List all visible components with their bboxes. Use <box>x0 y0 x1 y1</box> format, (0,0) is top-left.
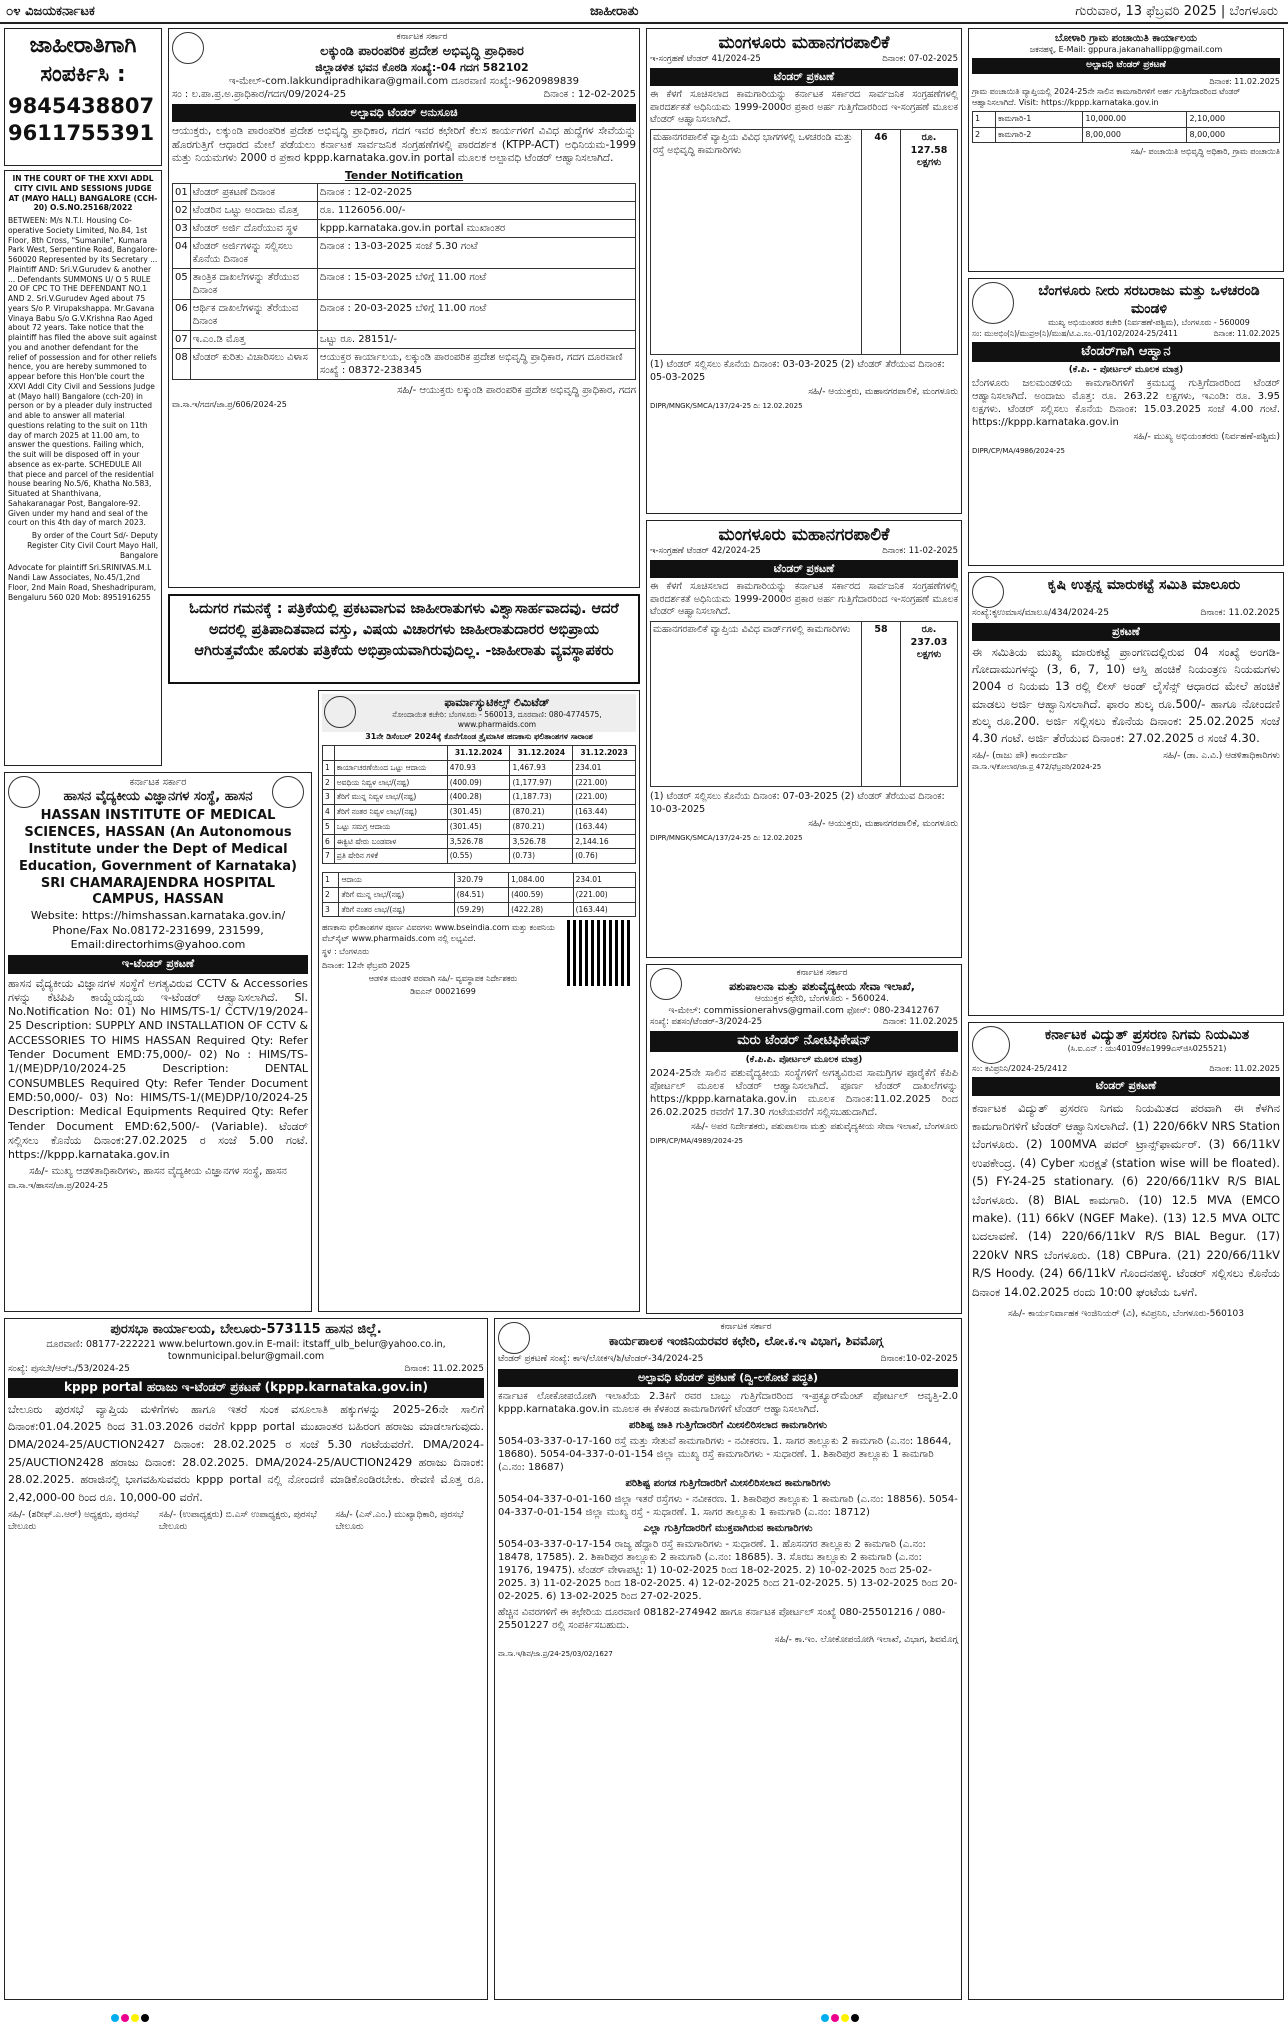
table-cell: kppp.karnataka.gov.in portal ಮುಖಾಂತರ <box>317 220 635 238</box>
pwd-ad <box>494 1318 962 2000</box>
table-cell: 7 <box>323 849 335 864</box>
bwssb-sign: ಸಹಿ/- ಮುಖ್ಯ ಅಭಿಯಂತರರು (ನಿರ್ವಹಣೆ-ಪಶ್ಚಿಮ) <box>1133 432 1280 443</box>
kptcl-title: ಕರ್ನಾಟಕ ವಿದ್ಯುತ್ ಪ್ರಸರಣ ನಿಗಮ ನಿಯಮಿತ <box>1044 1027 1250 1043</box>
ahvs-addr: ಆಯುಕ್ತರ ಕಛೇರಿ, ಬೆಂಗಳೂರು - 560024. <box>754 993 890 1004</box>
hassan-logo-icon <box>272 776 304 808</box>
pwd-ref: ಟೆಂಡರ್ ಪ್ರಕಟಣೆ ಸಂಖ್ಯೆ: ಕಾಇ/ಲೋಕಇ/ಶಿ/ಟೆಂಡರ್-34/2024-25 <box>498 1354 704 1364</box>
lakkundi-body: ಆಯುಕ್ತರು, ಲಕ್ಕುಂಡಿ ಪಾರಂಪರಿಕ ಪ್ರದೇಶ ಅಭಿವೃದ್ಧಿ ಪ್ರಾಧಿಕಾರ, ಗದಗ ಇವರ ಕಛೇರಿಗೆ ಕೆಲಸ ಕಾರ್ಯಗಳಿಗೆ ವಿವಿಧ ಹುದ್ದೆಗಳ ಸೇವೆಯನ್ನು ಹೊರಗುತ್ತಿಗೆ ಆಧಾರದ ಮೇಲೆ ಪಡೆಯಲು ಕರ್ನಾಟಕ ಸಾರ್ವಜನಿಕ ಸಂಗ್ರಹಣೆಗಳಲ್ಲಿ ಪಾರದರ್ಶಕ (KTPP-ACT) ಅಧಿನಿಯಮ-1999 ಮತ್ತು ನಿಯಮಗಳು 2000 ರ ಪ್ರಕಾರ kppp.karnataka.gov.in portal ಮೂಲಕ ಅಲ್ಪಾವಧಿ ಟೆಂಡರ್ ಆಹ್ವಾನಿಸಲಾಗಿದೆ. <box>172 125 636 165</box>
apmc-bar: ಪ್ರಕಟಣೆ <box>972 623 1280 641</box>
table-cell: ತೆರಿಗೆ ನಂತರ ನಿವ್ವಳ ಲಾಭ/(ನಷ್ಟ) <box>334 805 447 820</box>
table-cell: 2 <box>973 127 996 142</box>
gp-bar: ಅಲ್ಪಾವಧಿ ಟೆಂಡರ್ ಪ್ರಕಟಣೆ <box>972 58 1280 74</box>
table-row <box>323 834 636 849</box>
table-row <box>173 238 636 269</box>
gp-title: ಬೋಳಾರಿ ಗ್ರಾಮ ಪಂಚಾಯಿತಿ ಕಾರ್ಯಾಲಯ <box>1055 33 1197 44</box>
lakkundi-email: ಇ-ಮೇಲ್-com.lakkundipradhikara@gmail.com ದೂರವಾಣಿ ಸಂಖ್ಯೆ:-9620989839 <box>228 75 579 87</box>
table-cell: 1,467.93 <box>510 760 573 775</box>
table-cell: ತೆರಿಗೆ ಮುನ್ನ ನಿವ್ವಳ ಲಾಭ/(ನಷ್ಟ) <box>334 790 447 805</box>
belur-title: ಪುರಸಭಾ ಕಾರ್ಯಾಲಯ, ಬೇಲೂರು-573115 ಹಾಸನ ಜಿಲ್ಲೆ. <box>110 1322 382 1337</box>
pwd-s2: ಪರಿಶಿಷ್ಟ ಪಂಗಡ ಗುತ್ತಿಗೆದಾರರಿಗೆ ಮೀಸಲಿರಿಸಲಾದ ಕಾಮಗಾರಿಗಳು <box>625 1477 831 1489</box>
table-cell: ಆರ್ಥಿಕ ದಾಖಲೆಗಳನ್ನು ತೆರೆಯುವ ದಿನಾಂಕ <box>190 300 317 331</box>
gp-table <box>972 111 1280 143</box>
table-row <box>323 790 636 805</box>
table-cell: ಈಕ್ವಿಟಿ ಷೇರು ಬಂಡವಾಳ <box>334 834 447 849</box>
gp-date: ದಿನಾಂಕ: 11.02.2025 <box>1209 77 1280 87</box>
table-cell: ತೆರಿಗೆ ಮುನ್ನ ಲಾಭ/(ನಷ್ಟ) <box>339 887 454 902</box>
table-cell: 8,00,000 <box>1083 127 1187 142</box>
lakkundi-ref: ಸಂ : ಲ.ಪಾ.ಪ್ರ.ಅ.ಪ್ರಾಧಿಕಾರ/ಗದಗ/09/2024-25 <box>172 88 347 100</box>
table-cell: 05 <box>173 269 191 300</box>
table-cell: ದಿನಾಂಕ : 12-02-2025 <box>317 184 635 202</box>
table-cell: 2,144.16 <box>573 834 636 849</box>
gp-sub: ಜಕನಹಳ್ಳಿ, E-Mail: gppura.jakanahallipp@gmail.com <box>1029 45 1223 54</box>
mng1-dates: (1) ಟೆಂಡರ್ ಸಲ್ಲಿಸಲು ಕೊನೆಯ ದಿನಾಂಕ: 03-03-2025 (2) ಟೆಂಡರ್ ತೆರೆಯುವ ದಿನಾಂಕ: 05-03-2025 <box>650 359 945 383</box>
pwd-s2-body: 5054-04-337-0-01-160 ಜಿಲ್ಲಾ ಇತರೆ ರಸ್ತೆಗಳು - ನವೀಕರಣ. 1. ಶಿಕಾರಿಪುರ ತಾಲ್ಲೂಕು 1 ಕಾಮಗಾರಿ (ಎ.ನಂ: 18856). 5054-04-337-0-01-154 ಜಿಲ್ಲಾ ಮುಖ್ಯ ರಸ್ತೆ - ಸುಧಾರಣೆ. 1. ಸಾಗರ ತಾಲ್ಲೂಕು 1 ಕಾಮಗಾರಿ (ಎ.ನಂ: 18712) <box>498 1493 958 1518</box>
mng2-ref: ಇ-ಸಂಗ್ರಹಣೆ ಟೆಂಡರ್ 42/2024-25 <box>650 546 761 557</box>
lakkundi-bar: ಅಲ್ಪಾವಧಿ ಟೆಂಡರ್ ಅನುಸೂಚಿ <box>172 104 636 122</box>
kptcl-ref: ಸಂ: ಕವಿಪ್ರನಿನಿ/2024-25/2412 <box>972 1064 1068 1073</box>
ahvs-email: ಇ-ಮೇಲ್: commissionerahvs@gmail.com ಫೋನ್: 080-23412767 <box>668 1005 940 1016</box>
table-cell: 3,526.78 <box>447 834 510 849</box>
table-row <box>173 184 636 202</box>
table-cell: ಅವಧಿಯ ನಿವ್ವಳ ಲಾಭ/(ನಷ್ಟ) <box>334 775 447 790</box>
table-row <box>173 331 636 349</box>
table-row <box>323 887 636 902</box>
table-cell: ಟೆಂಡರಿನ ಒಟ್ಟು ಅಂದಾಜು ಮೊತ್ತ <box>190 202 317 220</box>
fin-title: ಫಾರ್ಮಾಸ್ಯುಟಿಕಲ್ಸ್ ಲಿಮಿಟೆಡ್ <box>444 696 550 709</box>
apmc-dipr: ವಾ.ಸಾ.ಇ/ಕೋಲಾರ/ಜಾ.ಪ್ರ 472/ಫೆಬ್ರವರಿ/2024-25 <box>972 763 1102 772</box>
lakkundi-org: ಕರ್ನಾಟಕ ಸರ್ಕಾರ <box>396 32 448 42</box>
mng2-sign: ಸಹಿ/- ಆಯುಕ್ತರು, ಮಹಾನಗರಪಾಲಿಕೆ, ಮಂಗಳೂರು <box>808 819 958 830</box>
ahvs-ref: ಸಂಖ್ಯೆ: ಪಶಸಂ/ಟೆಂಡರ್-3/2024-25 <box>650 1017 762 1028</box>
lakkundi-table <box>172 183 636 380</box>
table-cell: (400.28) <box>447 790 510 805</box>
lakkundi-sign: ಸಹಿ/- ಆಯುಕ್ತರು ಲಕ್ಕುಂಡಿ ಪಾರಂಪರಿಕ ಪ್ರದೇಶ ಅಭಿವೃದ್ಧಿ ಪ್ರಾಧಿಕಾರ, ಗದಗ <box>397 385 636 397</box>
ahvs-date: ದಿನಾಂಕ: 11.02.2025 <box>882 1017 958 1028</box>
table-cell: (422.28) <box>509 902 574 917</box>
hassan-org: ಕರ್ನಾಟಕ ಸರ್ಕಾರ <box>129 777 187 788</box>
mng1-date: ದಿನಾಂಕ: 07-02-2025 <box>882 54 958 65</box>
pwd-s3: ಎಲ್ಲಾ ಗುತ್ತಿಗೆದಾರರಿಗೆ ಮುಕ್ತವಾಗಿರುವ ಕಾಮಗಾರಿಗಳು <box>643 1522 813 1534</box>
table-row <box>323 760 636 775</box>
table-row <box>323 873 636 888</box>
ahvs-emblem-icon <box>650 968 682 1000</box>
table-cell: 3,526.78 <box>510 834 573 849</box>
ahvs-org: ಕರ್ನಾಟಕ ಸರ್ಕಾರ <box>796 968 848 978</box>
mng1-ref: ಇ-ಸಂಗ್ರಹಣೆ ಟೆಂಡರ್ 41/2024-25 <box>650 54 761 65</box>
apmc-title: ಕೃಷಿ ಉತ್ಪನ್ನ ಮಾರುಕಟ್ಟೆ ಸಮಿತಿ ಮಾಲೂರು <box>1047 577 1241 593</box>
header-center: ಜಾಹೀರಾತು <box>590 3 639 19</box>
mng1-table <box>650 129 958 355</box>
apmc-emblem-icon <box>972 576 1004 608</box>
pwd-bar: ಅಲ್ಪಾವಧಿ ಟೆಂಡರ್ ಪ್ರಕಟಣೆ (ದ್ವಿ-ಲಕೋಟೆ ಪದ್ಧತಿ) <box>498 1369 958 1387</box>
pwd-footer: ಹೆಚ್ಚಿನ ವಿವರಗಳಿಗೆ ಈ ಕಛೇರಿಯ ದೂರವಾಣಿ 08182-274942 ಹಾಗೂ ಕರ್ನಾಟಕ ಪೋರ್ಟಲ್ ಸಂಖ್ಯೆ 080-25501216 / 080-25501227 ರಲ್ಲಿ ಸಂಪರ್ಕಿಸಬಹುದು. <box>498 1606 946 1631</box>
belur-contact: ದೂರವಾಣಿ: 08177-222221 www.belurtown.gov.in E-mail: itstaff_ulb_belur@yahoo.co.in, townmunicipal.belur@gmail.com <box>46 1338 446 1363</box>
table-cell: (1,187.73) <box>510 790 573 805</box>
table-cell: 3 <box>323 790 335 805</box>
hassan-email: Email:directorhims@yahoo.com <box>70 937 246 951</box>
table-cell: 01 <box>173 184 191 202</box>
lakkundi-date: ದಿನಾಂಕ : 12-02-2025 <box>543 88 636 100</box>
table-cell: (221.00) <box>573 887 635 902</box>
table-cell: 2,10,000 <box>1187 112 1280 127</box>
court-advocate: Advocate for plaintiff Sri.SRINIVAS.M.L Nandi Law Associates, No.45/1,2nd Floor, 2nd Main Road, Sheshadripuram, Bengaluru 560 020 Mob: 8951916255 <box>8 563 157 602</box>
belur-ref: ಸಂಖ್ಯೆ: ಪುಸಬೇ/ಆರ್‌ಒ/53/2024-25 <box>8 1363 130 1374</box>
fin-col-1: 31.12.2024 <box>447 746 510 761</box>
page-header <box>0 0 1288 24</box>
court-sign: By order of the Court Sd/- Deputy Register City Civil Court Mayo Hall, Bangalore <box>27 531 158 560</box>
mng1-item: ಮಹಾನಗರಪಾಲಿಕೆ ವ್ಯಾಪ್ತಿಯ ವಿವಿಧ ಭಾಗಗಳಲ್ಲಿ ಒಳಚರಂಡಿ ಮತ್ತು ರಸ್ತೆ ಅಭಿವೃದ್ಧಿ ಕಾಮಗಾರಿಗಳು <box>651 130 862 355</box>
mng1-dipr: DIPR/MNGK/SMCA/137/24-25 ದಿ: 12.02.2025 <box>650 401 803 410</box>
mng2-dipr: DIPR/MNGK/SMCA/137/24-25 ದಿ: 12.02.2025 <box>650 833 803 842</box>
table-cell: 08 <box>173 349 191 380</box>
fin-sub: ನೋಂದಾಯಿತ ಕಚೇರಿ: ಬೆಂಗಳೂರು - 560013, ದೂರವಾಣಿ: 080-4774575, www.pharmaids.com <box>392 710 602 730</box>
table-cell: ತೆರಿಗೆ ನಂತರ ಲಾಭ/(ನಷ್ಟ) <box>339 902 454 917</box>
contact-title: ಜಾಹೀರಾತಿಗಾಗಿ ಸಂಪರ್ಕಿಸಿ : <box>29 33 137 87</box>
mng1-count: 46 <box>862 130 901 355</box>
table-cell: (870.21) <box>510 819 573 834</box>
company-logo-icon <box>324 696 356 728</box>
table-cell: 04 <box>173 238 191 269</box>
kptcl-date: ದಿನಾಂಕ: 11.02.2025 <box>1209 1064 1280 1073</box>
fin-std-table <box>322 872 636 917</box>
table-cell: (400.09) <box>447 775 510 790</box>
table-cell: 1 <box>323 873 339 888</box>
table-cell: ಕಾಮಗಾರಿ-2 <box>995 127 1082 142</box>
contact-phone-2: 9611755391 <box>8 121 155 146</box>
pwd-org: ಕರ್ನಾಟಕ ಸರ್ಕಾರ <box>720 1322 772 1332</box>
table-cell: ಒಟ್ಟು ರೂ. 28151/- <box>317 331 635 349</box>
table-row <box>323 775 636 790</box>
kptcl-bar: ಟೆಂಡರ್ ಪ್ರಕಟಣೆ <box>972 1077 1280 1095</box>
lakkundi-addr: ಜಿಲ್ಲಾಡಳಿತ ಭವನ ಕೊಠಡಿ ಸಂಖ್ಯೆ:-04 ಗದಗ 582102 <box>315 60 529 74</box>
table-cell: ಕಾಮಗಾರಿ-1 <box>995 112 1082 127</box>
table-cell: ಟೆಂಡರ್ ಪ್ರಕಟಣೆ ದಿನಾಂಕ <box>190 184 317 202</box>
bwssb-bar2: (ಕೆ.ಪಿ. - ಪೋರ್ಟಲ್ ಮೂಲಕ ಮಾತ್ರ) <box>1068 365 1184 376</box>
table-cell: 8,00,000 <box>1187 127 1280 142</box>
table-row <box>173 220 636 238</box>
table-cell: ಟೆಂಡರ್ ಅರ್ಜಿ ದೊರೆಯುವ ಸ್ಥಳ <box>190 220 317 238</box>
mng2-item: ಮಹಾನಗರಪಾಲಿಕೆ ವ್ಯಾಪ್ತಿಯ ವಿವಿಧ ವಾರ್ಡ್‌ಗಳಲ್ಲಿ ಕಾಮಗಾರಿಗಳು <box>651 622 862 787</box>
hassan-web: Website: https://himshassan.karnataka.gov.in/ <box>30 909 286 923</box>
kptcl-body: ಕರ್ನಾಟಕ ವಿದ್ಯುತ್ ಪ್ರಸರಣ ನಿಗಮ ನಿಯಮಿತದ ಪರವಾಗಿ ಈ ಕೆಳಗಿನ ಕಾಮಗಾರಿಗಳಿಗೆ ಟೆಂಡರ್ ಆಹ್ವಾನಿಸಲಾಗಿದೆ. (1) 220/66kV NRS Station ಬೆಂಗಳೂರು. (2) 100MVA ಪವರ್ ಟ್ರಾನ್ಸ್‌ಫಾರ್ಮರ್. (3) 66/11kV ಉಪಕೇಂದ್ರ. (4) Cyber ಸುರಕ್ಷತೆ (station wise will be floated). (5) FY-24-25 stationary. (6) 220/66/11kV R/S BIAL ಬೆಂಗಳೂರು. (8) BIAL ಕಾಮಗಾರಿ. (10) 12.5 MVA (EMCO make). (11) 66kV (NGEF Make). (13) 12.5 MVA OLTC ಬದಲಾವಣೆ. (14) 220/66/11kV R/S BIAL Begur. (17) 220kV NRS ಬೆಂಗಳೂರು. (18) CBPura. (21) 220/66/11kV R/S Hoody. (24) 66/11kV ಗೊಂದನಹಳ್ಳಿ. ಟೆಂಡರ್ ಸಲ್ಲಿಸಲು ಕೊನೆಯ ದಿನಾಂಕ 14.02.2025 ರಂದು 10:00 ಘಂಟೆಯ ಒಳಗೆ. <box>972 1100 1280 1299</box>
apmc-ad <box>968 572 1284 1016</box>
registration-marks-right <box>820 2007 860 2026</box>
fin-col-2: 31.12.2024 <box>510 746 573 761</box>
pwd-sign: ಸಹಿ/- ಕಾ.ಇಂ. ಲೋಕೋಪಯೋಗಿ ಇಲಾಖೆ, ವಿಭಾಗ, ಶಿವಮೊಗ್ಗ <box>774 1634 958 1645</box>
apmc-sign-1: ಸಹಿ/- (ರಾಜು ಪೌ) ಕಾರ್ಯದರ್ಶಿ <box>972 751 1068 762</box>
bwssb-bar: ಟೆಂಡರ್‌ಗಾಗಿ ಆಹ್ವಾನ <box>972 342 1280 363</box>
mng2-date: ದಿನಾಂಕ: 11-02-2025 <box>882 546 958 557</box>
hassan-ad <box>4 772 312 1312</box>
table-cell: 234.01 <box>573 873 635 888</box>
registration-marks-left <box>110 2007 150 2026</box>
table-cell: 234.01 <box>573 760 636 775</box>
table-cell: (163.44) <box>573 902 635 917</box>
fin-sign: ಆಡಳಿತ ಮಂಡಳಿ ಪರವಾಗಿ ಸಹಿ/- ವ್ಯವಸ್ಥಾಪಕ ನಿರ್ದೇಶಕರು <box>368 974 518 983</box>
header-right: ಗುರುವಾರ, 13 ಫೆಬ್ರವರಿ 2025 | ಬೆಂಗಳೂರು <box>1075 3 1278 19</box>
gp-body: ಗ್ರಾಮ ಪಂಚಾಯಿತಿ ವ್ಯಾಪ್ತಿಯಲ್ಲಿ 2024-25ನೇ ಸಾಲಿನ ಕಾಮಗಾರಿಗಳಿಗೆ ಅರ್ಹ ಗುತ್ತಿಗೆದಾರರಿಂದ ಟೆಂಡರ್ ಆಹ್ವಾನಿಸಲಾಗಿದೆ. Visit: https://kppp.karnataka.gov.in <box>972 87 1241 107</box>
mng1-sign: ಸಹಿ/- ಆಯುಕ್ತರು, ಮಹಾನಗರಪಾಲಿಕೆ, ಮಂಗಳೂರು <box>808 387 958 398</box>
pwd-body: ಕರ್ನಾಟಕ ಲೋಕೋಪಯೋಗಿ ಇಲಾಖೆಯ 2.3ಕಿಗೆ ರವರ ಬಾಬ್ತು ಗುತ್ತಿಗೆದಾರರಿಂದ ಇ-ಪ್ರಕ್ಯೂರ್‌ಮೆಂಟ್ ಪೋರ್ಟಲ್ ಆವೃತ್ತಿ-2.0 kppp.karnataka.gov.in ಮೂಲಕ ಈ ಕೆಳಕಂಡ ಕಾಮಗಾರಿಗಳಿಗೆ ಟೆಂಡರ್ ಆಹ್ವಾನಿಸಲಾಗಿದೆ. <box>498 1390 958 1415</box>
bwssb-body: ಬೆಂಗಳೂರು ಜಲಮಂಡಳಿಯ ಕಾಮಗಾರಿಗಳಿಗೆ ಕ್ರಮಬದ್ಧ ಗುತ್ತಿಗೆದಾರರಿಂದ ಟೆಂಡರ್ ಆಹ್ವಾನಿಸಲಾಗಿದೆ. ಅಂದಾಜು ಮೊತ್ತ: ರೂ. 263.22 ಲಕ್ಷಗಳು, ಇಎಂಡಿ: ರೂ. 3.95 ಲಕ್ಷಗಳು. ಟೆಂಡರ್ ಸಲ್ಲಿಸಲು ಕೊನೆಯ ದಿನಾಂಕ: 15.03.2025 ಸಂಜೆ 4.00 ಗಂಟೆ. https://kppp.karnataka.gov.in <box>972 378 1280 429</box>
bwssb-sub: ಮುಖ್ಯ ಅಭಿಯಂತರರ ಕಚೇರಿ (ನಿರ್ವಹಣೆ-ಪಶ್ಚಿಮ), ಬೆಂಗಳೂರು - 560009 <box>1048 318 1250 328</box>
mangaluru-1-ad <box>646 28 962 514</box>
table-cell: ರೂ. 1126056.00/- <box>317 202 635 220</box>
table-cell: 03 <box>173 220 191 238</box>
mng2-body: ಈ ಕೆಳಗೆ ಸೂಚಿಸಲಾದ ಕಾಮಗಾರಿಯನ್ನು ಕರ್ನಾಟಕ ಸರ್ಕಾರದ ಸಾರ್ವಜನಿಕ ಸಂಗ್ರಹಣೆಗಳಲ್ಲಿ ಪಾರದರ್ಶಕತೆ ಅಧಿನಿಯಮ 1999-2000ರ ಪ್ರಕಾರ ಅರ್ಹ ಗುತ್ತಿಗೆದಾರರಿಂದ ಇ-ಸಂಗ್ರಹಣೆ ಮೂಲಕ ಟೆಂಡರ್ ಆಹ್ವಾನಿಸಲಾಗಿದೆ. <box>650 581 958 618</box>
table-cell: 10,000.00 <box>1083 112 1187 127</box>
table-cell: ಟೆಂಡರ್ ಕುರಿತು ವಿಚಾರಿಸಲು ವಿಳಾಸ <box>190 349 317 380</box>
table-cell: 1,084.00 <box>509 873 574 888</box>
bwssb-title: ಬೆಂಗಳೂರು ನೀರು ಸರಬರಾಜು ಮತ್ತು ಒಳಚರಂಡಿ ಮಂಡಳಿ <box>1038 283 1260 318</box>
table-cell: (870.21) <box>510 805 573 820</box>
kptcl-logo-icon <box>972 1026 1010 1064</box>
financial-results-ad <box>318 690 640 1312</box>
gp-sign: ಸಹಿ/- ಪಂಚಾಯಿತಿ ಅಭಿವೃದ್ಧಿ ಅಧಿಕಾರಿ, ಗ್ರಾಮ ಪಂಚಾಯಿತಿ <box>1130 147 1280 157</box>
contact-phone-1: 9845438807 <box>8 94 155 119</box>
hassan-sign: ಸಹಿ/- ಮುಖ್ಯ ಆಡಳಿತಾಧಿಕಾರಿಗಳು, ಹಾಸನ ವೈದ್ಯಕೀಯ ವಿಜ್ಞಾನಗಳ ಸಂಸ್ಥೆ, ಹಾಸನ <box>29 1166 287 1178</box>
ahvs-body: 2024-25ನೇ ಸಾಲಿನ ಪಶುವೈದ್ಯಕೀಯ ಸಂಸ್ಥೆಗಳಿಗೆ ಅಗತ್ಯವಿರುವ ಸಾಮಗ್ರಿಗಳ ಪೂರೈಕೆಗೆ ಕೆಪಿಪಿ ಪೋರ್ಟಲ್ ಮೂಲಕ ಟೆಂಡರ್ ಆಹ್ವಾನಿಸಲಾಗಿದೆ. ಪೂರ್ಣ ಟೆಂಡರ್ ದಾಖಲೆಗಳನ್ನು https://kppp.karnataka.gov.in ಮೂಲಕ ದಿನಾಂಕ:11.02.2025 ರಿಂದ 26.02.2025 ರವರೆಗೆ 17.30 ಗಂಟೆಯವರೆಗೆ ಸಲ್ಲಿಸಬಹುದಾಗಿದೆ. <box>650 1067 958 1118</box>
table-cell: ಕಾರ್ಯಾಚರಣೆಯಿಂದ ಒಟ್ಟು ಆದಾಯ <box>334 760 447 775</box>
ahvs-bar: ಮರು ಟೆಂಡರ್ ನೋಟಿಫಿಕೇಷನ್ <box>650 1031 958 1052</box>
mng2-amount: ರೂ. 237.03 ಲಕ್ಷಗಳು <box>901 622 958 787</box>
apmc-ref: ಸಂಖ್ಯೆ:ಕೃಉಮಾಸ/ಮಾಲೂ/434/2024-25 <box>972 608 1109 618</box>
pwd-emblem-icon <box>498 1322 530 1354</box>
pwd-date: ದಿನಾಂಕ:10-02-2025 <box>880 1354 958 1364</box>
table-cell: (59.29) <box>454 902 508 917</box>
fin-din: ಡಿಐಎನ್ 00021699 <box>410 987 476 997</box>
belur-date: ದಿನಾಂಕ: 11.02.2025 <box>404 1363 484 1374</box>
mng1-body: ಈ ಕೆಳಗೆ ಸೂಚಿಸಲಾದ ಕಾಮಗಾರಿಯನ್ನು ಕರ್ನಾಟಕ ಸರ್ಕಾರದ ಸಾರ್ವಜನಿಕ ಸಂಗ್ರಹಣೆಗಳಲ್ಲಿ ಪಾರದರ್ಶಕತೆ ಅಧಿನಿಯಮ 1999-2000ರ ಪ್ರಕಾರ ಅರ್ಹ ಗುತ್ತಿಗೆದಾರರಿಂದ ಇ-ಸಂಗ್ರಹಣೆ ಮೂಲಕ ಟೆಂಡರ್ ಆಹ್ವಾನಿಸಲಾಗಿದೆ. <box>650 89 958 126</box>
table-row <box>173 202 636 220</box>
table-row <box>173 269 636 300</box>
belur-body: ಬೇಲೂರು ಪುರಸಭೆ ವ್ಯಾಪ್ತಿಯ ಮಳಿಗೆಗಳು ಹಾಗೂ ಇತರೆ ಸುಂಕ ವಸೂಲಾತಿ ಹಕ್ಕುಗಳನ್ನು 2025-26ನೇ ಸಾಲಿಗೆ ದಿನಾಂಕ:01.04.2025 ರಿಂದ 31.03.2026 ರವರೆಗೆ kppp portal ಮುಖಾಂತರ ಬಹಿರಂಗ ಹರಾಜು ಮಾಡಲಾಗುವುದು. DMA/2024-25/AUCTION2427 ದಿನಾಂಕ: 28.02.2025 ರ ಸಂಜೆ 5.30 ಗಂಟೆಯವರೆಗೆ. DMA/2024-25/AUCTION2428 ಹರಾಜು ದಿನಾಂಕ: 28.02.2025. DMA/2024-25/AUCTION2429 ಹರಾಜು ದಿನಾಂಕ: 28.02.2025. ಹರಾಜಿನಲ್ಲಿ ಭಾಗವಹಿಸುವವರು kppp portal ನಲ್ಲಿ ನೋಂದಣಿ ಮಾಡಿಕೊಂಡಿರಬೇಕು. ಠೇವಣಿ ಮೊತ್ತ ರೂ. 2,42,000-00 ರಿಂದ ರೂ. 10,000-00 ವರೆಗೆ. <box>8 1402 484 1504</box>
table-cell: ದಿನಾಂಕ : 20-03-2025 ಬೆಳಿಗ್ಗೆ 11.00 ಗಂಟೆ <box>317 300 635 331</box>
mng1-title: ಮಂಗಳೂರು ಮಹಾನಗರಪಾಲಿಕೆ <box>718 33 890 53</box>
table-row <box>173 300 636 331</box>
table-cell: 6 <box>323 834 335 849</box>
belur-sign-3: ಸಹಿ/- (ಎಸ್.ಎಂ.) ಮುಖ್ಯಾಧಿಕಾರಿ, ಪುರಸಭೆ ಬೇಲೂರು <box>335 1510 464 1533</box>
table-row <box>323 819 636 834</box>
table-cell: ಪ್ರತಿ ಷೇರಿನ ಗಳಿಕೆ <box>334 849 447 864</box>
table-cell: (1,177.97) <box>510 775 573 790</box>
pwd-title: ಕಾರ್ಯಪಾಲಕ ಇಂಜಿನಿಯರವರ ಕಛೇರಿ, ಲೋ.ಕ.ಇ ವಿಭಾಗ, ಶಿವಮೊಗ್ಗ <box>608 1333 884 1348</box>
table-cell: 2 <box>323 775 335 790</box>
table-cell: ಒಟ್ಟು ಸಮಗ್ರ ಆದಾಯ <box>334 819 447 834</box>
table-cell: ಆದಾಯ <box>339 873 454 888</box>
ahvs-ad <box>646 964 962 1314</box>
belur-ad <box>4 1318 488 2000</box>
mng2-title: ಮಂಗಳೂರು ಮಹಾನಗರಪಾಲಿಕೆ <box>718 525 890 545</box>
hassan-kn-title: ಹಾಸನ ವೈದ್ಯಕೀಯ ವಿಜ್ಞಾನಗಳ ಸಂಸ್ಥೆ, ಹಾಸನ <box>63 789 253 804</box>
table-row <box>173 349 636 380</box>
mng1-amount: ರೂ. 127.58 ಲಕ್ಷಗಳು <box>901 130 958 355</box>
registration-marks <box>0 2007 1288 2017</box>
mng2-count: 58 <box>862 622 901 787</box>
ahvs-sign: ಸಹಿ/- ಅಪರ ನಿರ್ದೇಶಕರು, ಪಶುಪಾಲನಾ ಮತ್ತು ಪಶುವೈದ್ಯಕೀಯ ಸೇವಾ ಇಲಾಖೆ, ಬೆಂಗಳೂರು <box>690 1121 958 1132</box>
table-cell: (221.00) <box>573 775 636 790</box>
qr-code-icon <box>567 920 633 986</box>
table-cell: 02 <box>173 202 191 220</box>
table-cell: ಆಯುಕ್ತರ ಕಾರ್ಯಾಲಯ, ಲಕ್ಕುಂಡಿ ಪಾರಂಪರಿಕ ಪ್ರದೇಶ ಅಭಿವೃದ್ಧಿ ಪ್ರಾಧಿಕಾರ, ಗದಗ ದೂರವಾಣಿ ಸಂಖ್ಯೆ : 08372-238345 <box>317 349 635 380</box>
contact-ad <box>4 28 162 166</box>
belur-sign-2: ಸಹಿ/- (ಉಪಾಧ್ಯಕ್ಷರು) ಬಿ.ಎಸ್ ಉಪಾಧ್ಯಕ್ಷರು, ಪುರಸಭೆ ಬೇಲೂರು <box>158 1510 317 1533</box>
header-left: ೦೪ ವಿಜಯಕರ್ನಾಟಕ <box>6 3 95 19</box>
belur-bar: kppp portal ಹರಾಜು ಇ-ಟೆಂಡರ್ ಪ್ರಕಟಣೆ (kppp.karnataka.gov.in) <box>8 1378 484 1398</box>
table-cell: ದಿನಾಂಕ : 13-03-2025 ಸಂಜೆ 5.30 ಗಂಟೆ <box>317 238 635 269</box>
court-title: IN THE COURT OF THE XXVI ADDL CITY CIVIL AND SESSIONS JUDGE AT (MAYO HALL) BANGALORE (CCH-20) O.S.NO.25168/2022 <box>8 174 158 213</box>
court-body: BETWEEN: M/s N.T.I. Housing Co-operative Society Limited, No.84, 1st Floor, 8th Cross, "Sumanile", Kumara Park West, Serpentine Road, Bangalore-560020 Represented by its Secretary ... Plaintiff AND: Sri.V.Gurudev & another ... Defendants SUMMONS U/ O 5 RULE 20 OF CPC TO THE DEFENDANT NO.1 AND 2. Sri.V.Gurudev Aged about 75 years S/o P. Virupakshappa. Mr.Gavana Vinaya Babu S/o G.V.Krishna Rao Aged about 72 years. Take notice that the plaintiff has filed the above suit against you and another defendant for the relief of possession and for other reliefs hence, you are hereby summoned to appear before this Hon'ble court the XXVI Addl City Civil and Sessions Judge at (Mayo hall) Bangalore (cch-20) in person or by a pleader duly instructed and able to answer all material questions relating to the suit on 11th day of march 2025 at 11.00 am, to answer the questions. Failing which, the suit will be disposed off in your absence as ex-parte. SCHEDULE All that piece and parcel of the residential house bearing No.5/6, Khatha No.583, Situated at Shanthivana, Sahakaranagar Post, Bangalore-92. Given under my hand and seal of the court on this 4th day of march 2023. <box>8 216 158 528</box>
fin-table <box>322 745 636 864</box>
bwssb-dipr: DIPR/CP/MA/4986/2024-25 <box>972 446 1065 455</box>
apmc-date: ದಿನಾಂಕ: 11.02.2025 <box>1200 608 1280 618</box>
reader-notice-text: ಓದುಗರ ಗಮನಕ್ಕೆ : ಪತ್ರಿಕೆಯಲ್ಲಿ ಪ್ರಕಟವಾಗುವ ಜಾಹೀರಾತುಗಳು ವಿಶ್ವಾಸಾರ್ಹವಾದವು. ಆದರೆ ಅದರಲ್ಲಿ ಪ್ರತಿಪಾದಿತವಾದ ವಸ್ತು, ವಿಷಯ ವಿಚಾರಗಳು ಜಾಹೀರಾತುದಾರರ ಅಭಿಪ್ರಾಯ ಆಗಿರುತ್ತವೆಯೇ ಹೊರತು ಪತ್ರಿಕೆಯ ಅಭಿಪ್ರಾಯವಾಗಿರುವುದಿಲ್ಲ. -ಜಾಹೀರಾತು ವ್ಯವಸ್ಥಾಪಕರು <box>189 601 619 660</box>
fin-date: ದಿನಾಂಕ: 12ನೇ ಫೆಬ್ರವರಿ 2025 <box>322 960 411 970</box>
mng2-table <box>650 621 958 787</box>
table-cell: 06 <box>173 300 191 331</box>
pwd-dipr: ವಾ.ಸಾ.ಇ/ಶಿವ/ಜಾ.ಪ್ರ/24-25/03/02/1627 <box>498 1649 613 1658</box>
gp-ad <box>968 28 1284 272</box>
table-cell: 07 <box>173 331 191 349</box>
table-cell: ದಿನಾಂಕ : 15-03-2025 ಬೆಳಿಗ್ಗೆ 11.00 ಗಂಟೆ <box>317 269 635 300</box>
hassan-en-title: HASSAN INSTITUTE OF MEDICAL SCIENCES, HASSAN (An Autonomous Institute under the Dept of Medical Education, Government of Karnataka) SRI CHAMARAJENDRA HOSPITAL CAMPUS, HASSAN <box>19 808 297 908</box>
mng1-bar: ಟೆಂಡರ್ ಪ್ರಕಟಣೆ <box>650 68 958 86</box>
fin-col-3: 31.12.2023 <box>573 746 636 761</box>
table-cell: 2 <box>323 887 339 902</box>
bwssb-ref: ಸಂ: ಮುಅಭಿಂ(ನಿ)/ಮುಪ್ರಅ(ನಿ)/ಮುಹ/ಟಿ.ಎ.ಸಂ.-01/102/2024-25/2411 <box>972 328 1178 338</box>
belur-sign-1: ಸಹಿ/- (ಶರೀಫ್.ಎ.ಆರ್) ಅಧ್ಯಕ್ಷರು, ಪುರಸಭೆ ಬೇಲೂರು <box>8 1510 139 1533</box>
lakkundi-link: Tender Notification <box>344 169 464 183</box>
pwd-s1: ಪರಿಶಿಷ್ಟ ಜಾತಿ ಗುತ್ತಿಗೆದಾರರಿಗೆ ಮೀಸಲಿರಿಸಲಾದ ಕಾಮಗಾರಿಗಳು <box>628 1419 828 1431</box>
table-cell: (84.51) <box>454 887 508 902</box>
table-cell: ತಾಂತ್ರಿಕ ದಾಖಲೆಗಳನ್ನು ತೆರೆಯುವ ದಿನಾಂಕ <box>190 269 317 300</box>
table-cell: 5 <box>323 819 335 834</box>
lakkundi-ad <box>168 28 640 588</box>
table-cell: (400.59) <box>509 887 574 902</box>
table-cell: (0.73) <box>510 849 573 864</box>
table-cell: ಟೆಂಡರ್ ಅರ್ಜಿಗಳನ್ನು ಸಲ್ಲಿಸಲು ಕೊನೆಯ ದಿನಾಂಕ <box>190 238 317 269</box>
table-cell: ಇ.ಎಂ.ಡಿ ಮೊತ್ತ <box>190 331 317 349</box>
table-cell: (221.00) <box>573 790 636 805</box>
kptcl-cin: (ಸಿ.ಐ.ಎನ್ : ಯು40109ಕೆಎ1999ಎಸ್‌ಜಿಸಿ025521) <box>1067 1044 1227 1054</box>
table-row <box>973 112 1280 127</box>
kptcl-sign: ಸಹಿ/- ಕಾರ್ಯನಿರ್ವಾಹಕ ಇಂಜಿನಿಯರ್ (ವಿ), ಕವಿಪ್ರನಿನಿ, ಬೆಂಗಳೂರು-560103 <box>1008 1308 1244 1319</box>
mng2-dates: (1) ಟೆಂಡರ್ ಸಲ್ಲಿಸಲು ಕೊನೆಯ ದಿನಾಂಕ: 07-03-2025 (2) ಟೆಂಡರ್ ತೆರೆಯುವ ದಿನಾಂಕ: 10-03-2025 <box>650 791 945 815</box>
table-cell: (0.76) <box>573 849 636 864</box>
table-cell: (163.44) <box>573 819 636 834</box>
apmc-body: ಈ ಸಮಿತಿಯ ಮುಖ್ಯ ಮಾರುಕಟ್ಟೆ ಪ್ರಾಂಗಣದಲ್ಲಿರುವ 04 ಸಂಖ್ಯೆ ಅಂಗಡಿ-ಗೋದಾಮುಗಳನ್ನು (3, 6, 7, 10) ಆಸ್ತಿ ಹಂಚಿಕೆ ನಿಯಂತ್ರಣ ನಿಯಮಗಳು 2004 ರ ನಿಯಮ 13 ರಲ್ಲಿ ಲೀಸ್ ಅಂಡ್ ಲೈಸೆನ್ಸ್ ಆಧಾರದ ಮೇಲೆ ಹಂಚಿಕೆ ಮಾಡಲು ಅರ್ಜಿ ಆಹ್ವಾನಿಸಲಾಗಿದೆ. ಫಾರಂ ಶುಲ್ಕ ರೂ.500/- ಹಾಗೂ ನೋಂದಣಿ ಶುಲ್ಕ ರೂ.200. ಅರ್ಜಿ ಸಲ್ಲಿಸಲು ಕೊನೆಯ ದಿನಾಂಕ: 25.02.2025 ಸಂಜೆ 4.30 ಗಂಟೆ. ಅರ್ಜಿ ತೆರೆಯುವ ದಿನಾಂಕ: 27.02.2025 ರ ಸಂಜೆ 4.30. <box>972 644 1280 746</box>
court-summons-ad <box>4 170 162 766</box>
apmc-sign-2: ಸಹಿ/- (ಡಾ. ಎ.ವಿ.) ಆಡಳಿತಾಧಿಕಾರಿಗಳು <box>1163 751 1280 762</box>
table-cell: 470.93 <box>447 760 510 775</box>
mng2-bar: ಟೆಂಡರ್ ಪ್ರಕಟಣೆ <box>650 560 958 578</box>
table-cell: 320.79 <box>454 873 508 888</box>
table-cell: (301.45) <box>447 819 510 834</box>
fin-note: ಹಣಕಾಸು ಫಲಿತಾಂಶಗಳ ಪೂರ್ಣ ವಿವರಗಳು www.bseindia.com ಮತ್ತು ಕಂಪನಿಯ ವೆಬ್‌ಸೈಟ್ www.pharmaids.com ನಲ್ಲಿ ಲಭ್ಯವಿದೆ. <box>322 923 555 943</box>
hassan-dipr: ವಾ.ಸಾ.ಇ/ಹಾಸನ/ಜಾ.ಪ್ರ/2024-25 <box>8 1181 109 1191</box>
table-row <box>323 902 636 917</box>
hassan-emblem-icon <box>8 776 40 808</box>
pwd-s1-body: 5054-03-337-0-17-160 ರಸ್ತೆ ಮತ್ತು ಸೇತುವೆ ಕಾಮಗಾರಿಗಳು - ನವೀಕರಣ. 1. ಸಾಗರ ತಾಲ್ಲೂಕು 2 ಕಾಮಗಾರಿ (ಎ.ನಂ: 18644, 18680). 5054-04-337-0-01-154 ಜಿಲ್ಲಾ ಮುಖ್ಯ ರಸ್ತೆ ಕಾಮಗಾರಿಗಳು - ಸುಧಾರಣೆ. 1. ಶಿಕಾರಿಪುರ ತಾಲ್ಲೂಕು 1 ಕಾಮಗಾರಿ (ಎ.ನಂ: 18687) <box>498 1435 952 1473</box>
table-cell: (301.45) <box>447 805 510 820</box>
table-cell: 3 <box>323 902 339 917</box>
table-row <box>323 805 636 820</box>
kptcl-ad <box>968 1022 1284 2000</box>
pwd-s3-body: 5054-03-337-0-17-154 ರಾಜ್ಯ ಹೆದ್ದಾರಿ ರಸ್ತೆ ಕಾಮಗಾರಿಗಳು - ಸುಧಾರಣೆ. 1. ಹೊಸನಗರ ತಾಲ್ಲೂಕು 2 ಕಾಮಗಾರಿ (ಎ.ನಂ: 18478, 17585). 2. ಶಿಕಾರಿಪುರ ತಾಲ್ಲೂಕು 2 ಕಾಮಗಾರಿ (ಎ.ನಂ: 18685). 3. ಸೊರಬ ತಾಲ್ಲೂಕು 2 ಕಾಮಗಾರಿ (ಎ.ನಂ: 19176, 19475). ಟೆಂಡರ್ ವೇಳಾಪಟ್ಟಿ: 1) 10-02-2025 ರಿಂದ 18-02-2025. 2) 10-02-2025 ರಿಂದ 25-02-2025. 3) 11-02-2025 ರಿಂದ 18-02-2025. 4) 12-02-2025 ರಿಂದ 21-02-2025. 5) 13-02-2025 ರಿಂದ 20-02-2025. 6) 13-02-2025 ರಿಂದ 27-02-2025. <box>498 1538 958 1602</box>
table-cell: 1 <box>973 112 996 127</box>
fin-place: ಸ್ಥಳ : ಬೆಂಗಳೂರು <box>322 947 370 957</box>
bwssb-date: ದಿನಾಂಕ: 11.02.2025 <box>1213 328 1280 338</box>
mangaluru-2-ad <box>646 520 962 958</box>
table-cell: (0.55) <box>447 849 510 864</box>
hassan-phone: Phone/Fax No.08172-231699, 231599, <box>52 923 264 937</box>
karnataka-emblem-icon <box>172 32 204 64</box>
ahvs-title: ಪಶುಪಾಲನಾ ಮತ್ತು ಪಶುವೈದ್ಯಕೀಯ ಸೇವಾ ಇಲಾಖೆ, <box>729 979 915 993</box>
table-cell: (163.44) <box>573 805 636 820</box>
hassan-body: ಹಾಸನ ವೈದ್ಯಕೀಯ ವಿಜ್ಞಾನಗಳ ಸಂಸ್ಥೆಗೆ ಅಗತ್ಯವಿರುವ CCTV & Accessories ಗಳನ್ನು ಕೆಟಿಪಿಪಿ ಕಾಯ್ದೆಯನ್ವಯ ಇ-ಟೆಂಡರ್ ಆಹ್ವಾನಿಸಲಾಗಿದೆ. Sl. No.Notification No: 01) No HIMS/TS-1/ CCTV/19/2024-25 Description: SUPPLY AND INSTALLATION OF CCTV & ACCESSORIES TO HIMS HASSAN Required Qty: Refer Tender Document EMD:75,000/- 02) No : HIMS/TS-1/(ME)DP/10/2024-25 Description: DENTAL CONSUMBLES Required Qty: Refer Tender Document EMD:50,000/- 03) No: HIMS/TS-1/(ME)DP/10/2024-25 Description: Medical Equipments Required Qty: Refer Tender Document EMD:62,500/- (Variable). ಟೆಂಡರ್ ಸಲ್ಲಿಸಲು ಕೊನೆಯ ದಿನಾಂಕ:27.02.2025 ರ ಸಂಜೆ 5.00 ಗಂಟೆ. https://kppp.karnataka.gov.in <box>8 976 308 1162</box>
table-cell: 4 <box>323 805 335 820</box>
table-row <box>323 849 636 864</box>
table-row <box>973 127 1280 142</box>
lakkundi-dipr: ವಾ.ಸಾ.ಇ/ಗದಗ/ಜಾ.ಪ್ರ/606/2024-25 <box>172 400 287 410</box>
fin-period: 31ನೇ ಡಿಸೆಂಬರ್ 2024ಕ್ಕೆ ಕೊನೆಗೊಂಡ ತ್ರೈಮಾಸಿಕ ಹಣಕಾಸು ಫಲಿತಾಂಶಗಳ ಸಾರಾಂಶ <box>365 731 593 741</box>
ahvs-dipr: DIPR/CP/MA/4989/2024-25 <box>650 1136 743 1145</box>
bwssb-ad <box>968 278 1284 566</box>
table-cell: 1 <box>323 760 335 775</box>
bwssb-logo-icon <box>972 282 1014 324</box>
lakkundi-title: ಲಕ್ಕುಂಡಿ ಪಾರಂಪರಿಕ ಪ್ರದೇಶ ಅಭಿವೃದ್ಧಿ ಪ್ರಾಧಿಕಾರ <box>320 43 524 59</box>
ahvs-bar2: (ಕೆ.ಪಿ.ಪಿ. ಪೋರ್ಟಲ್ ಮೂಲಕ ಮಾತ್ರ) <box>745 1055 863 1066</box>
reader-notice <box>168 594 640 684</box>
hassan-bar: ಇ-ಟೆಂಡರ್ ಪ್ರಕಟಣೆ <box>8 955 308 973</box>
